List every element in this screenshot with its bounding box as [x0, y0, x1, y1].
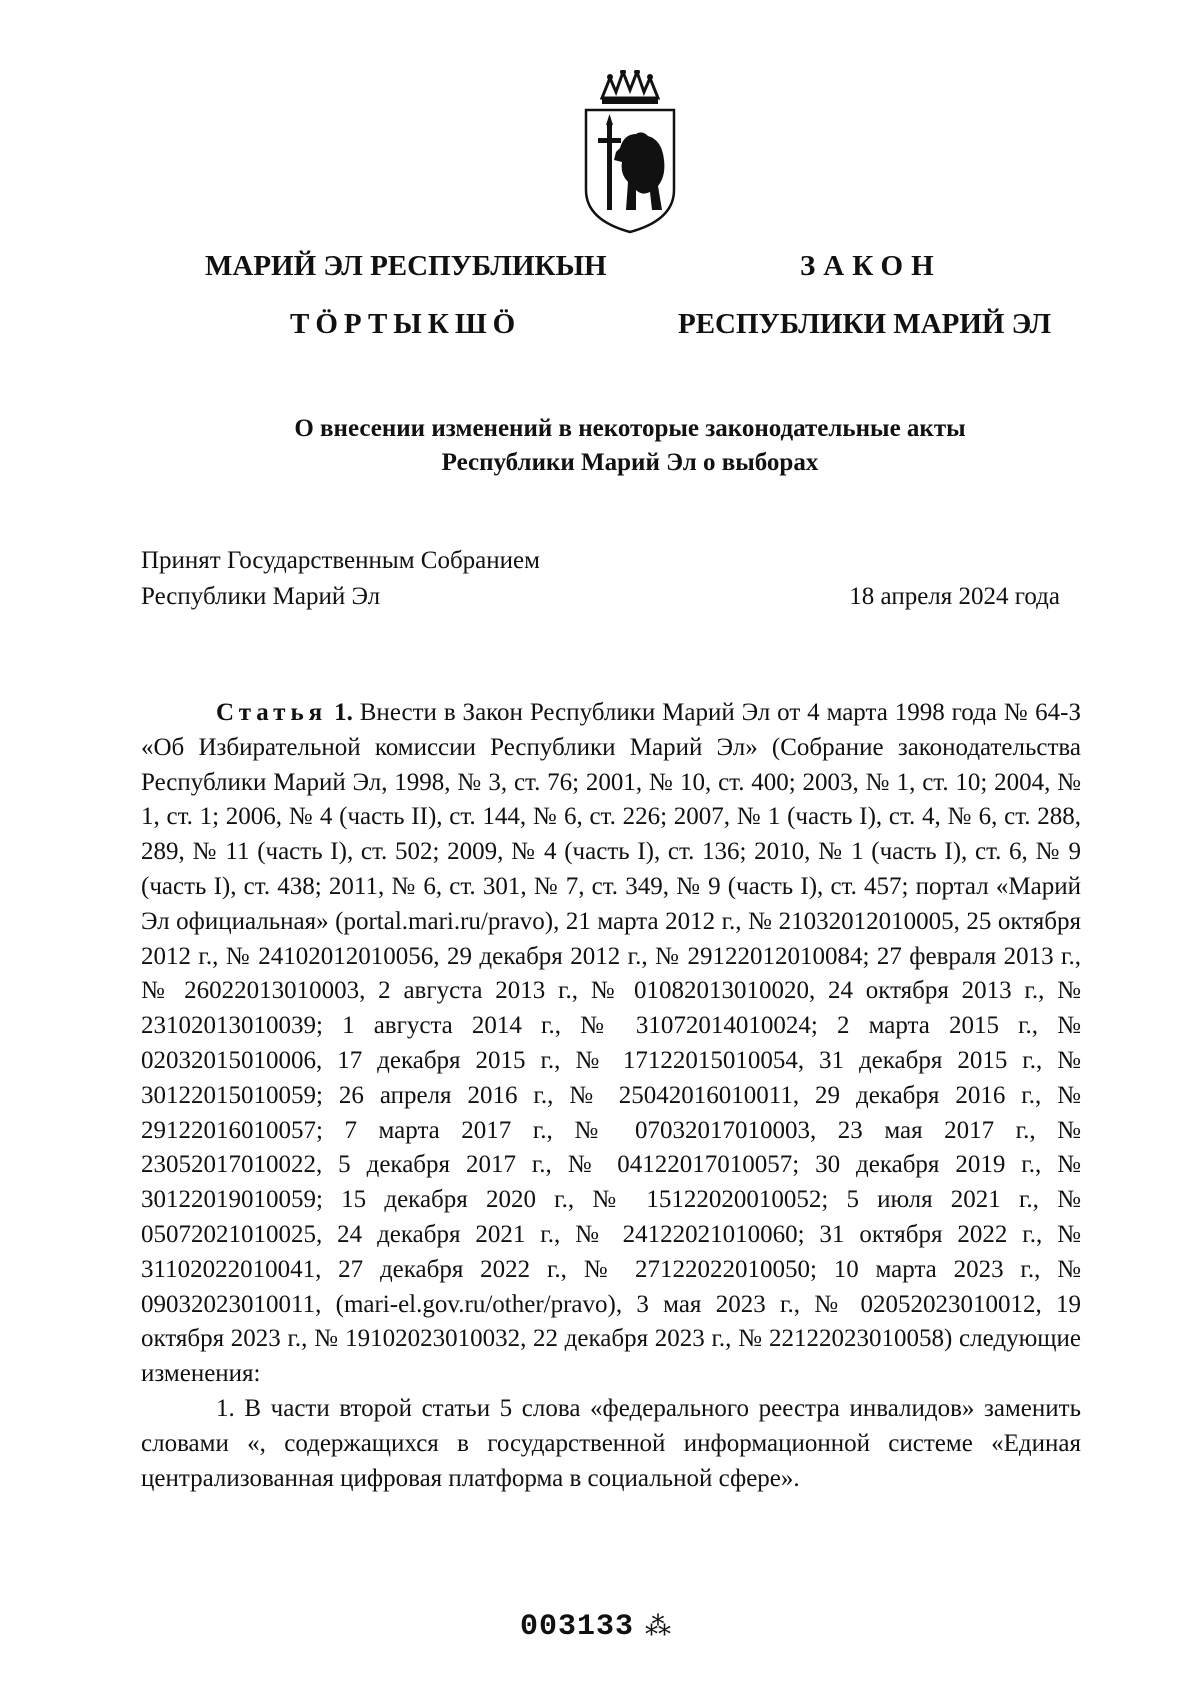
law-body — [141, 696, 1081, 1496]
adopted-line-1: Принят Государственным Собранием — [141, 547, 540, 574]
item-1-paragraph: 1. В части второй статьи 5 слова «федерального реестра инвалидов» заменить словами «, содержащихся в государственной информационной системе «Единая централизованная цифровая платформа в социальной сфере». — [141, 1394, 1081, 1492]
adoption-date: 18 апреля 2024 года — [849, 583, 1060, 610]
document-serial-number: 003133 — [520, 1610, 635, 1644]
title-line-1: О внесении изменений в некоторые законодательные акты — [294, 415, 966, 442]
header-mari-law: ТӦРТЫКШӦ — [290, 308, 522, 340]
article-1-paragraph — [141, 696, 1081, 1392]
header-ru-republic: РЕСПУБЛИКИ МАРИЙ ЭЛ — [678, 308, 1052, 340]
document-title — [140, 412, 1120, 480]
header-mari-republic: МАРИЙ ЭЛ РЕСПУБЛИКЫН — [205, 250, 607, 282]
adoption-statement — [141, 543, 540, 615]
article-label: Статья — [216, 699, 328, 726]
asterism-icon: ⁂ — [645, 1612, 671, 1641]
article-1-text: Внести в Закон Республики Марий Эл от 4 марта 1998 года № 64-З «Об Избирательной комиссии Республики Марий Эл» (Собрание законодательства Республики Марий Эл, 1998, № 3, ст. 76; 2001, № 10, ст. 400; 2003, № 1, ст. 10; 2004, № 1, ст. 1; 2006, № 4 (часть II), ст. 144, № 6, ст. 226; 2007, № 1 (часть I), ст. 4, № 6, ст. 288, 289, № 11 (часть I), ст. 502; 2009, № 4 (часть I), ст. 136; 2010, № 1 (часть I), ст. 6, № 9 (часть I), ст. 438; 2011, № 6, ст. 301, № 7, ст. 349, № 9 (часть I), ст. 457; портал «Марий Эл официальная» (portal.mari.ru/pravo), 21 марта 2012 г., № 21032012010005, 25 октября 2012 г., № 24102012010056, 29 декабря 2012 г., № 29122012010084; 27 февраля 2013 г., № 26022013010003, 2 августа 2013 г., № 01082013010020, 24 октября 2013 г., № 23102013010039; 1 августа 2014 г., № 31072014010024; 2 марта 2015 г., № 02032015010006, 17 декабря 2015 г., № 17122015010054, 31 декабря 2015 г., № 30122015010059; 26 апреля 2016 г., № 25042016010011, 29 декабря 2016 г., № 29122016010057; 7 марта 2017 г., № 07032017010003, 23 мая 2017 г., № 23052017010022, 5 декабря 2017 г., № 04122017010057; 30 декабря 2019 г., № 30122019010059; 15 декабря 2020 г., № 15122020010052; 5 июля 2021 г., № 05072021010025, 24 декабря 2021 г., № 24122021010060; 31 октября 2022 г., № 31102022010041, 27 декабря 2022 г., № 27122022010050; 10 марта 2023 г., № 09032023010011, (mari-el.gov.ru/other/pravo), 3 мая 2023 г., № 02052023010012, 19 октября 2023 г., № 19102023010032, 22 декабря 2023 г., № 22122023010058) следующие изменения: — [141, 699, 1081, 1388]
header-ru-law: ЗАКОН — [800, 250, 942, 282]
crown-icon — [602, 70, 658, 104]
title-line-2: Республики Марий Эл о выборах — [441, 449, 819, 476]
adopted-line-2: Республики Марий Эл — [141, 583, 381, 610]
article-number: 1. — [334, 699, 353, 726]
coat-of-arms-emblem — [580, 70, 680, 240]
